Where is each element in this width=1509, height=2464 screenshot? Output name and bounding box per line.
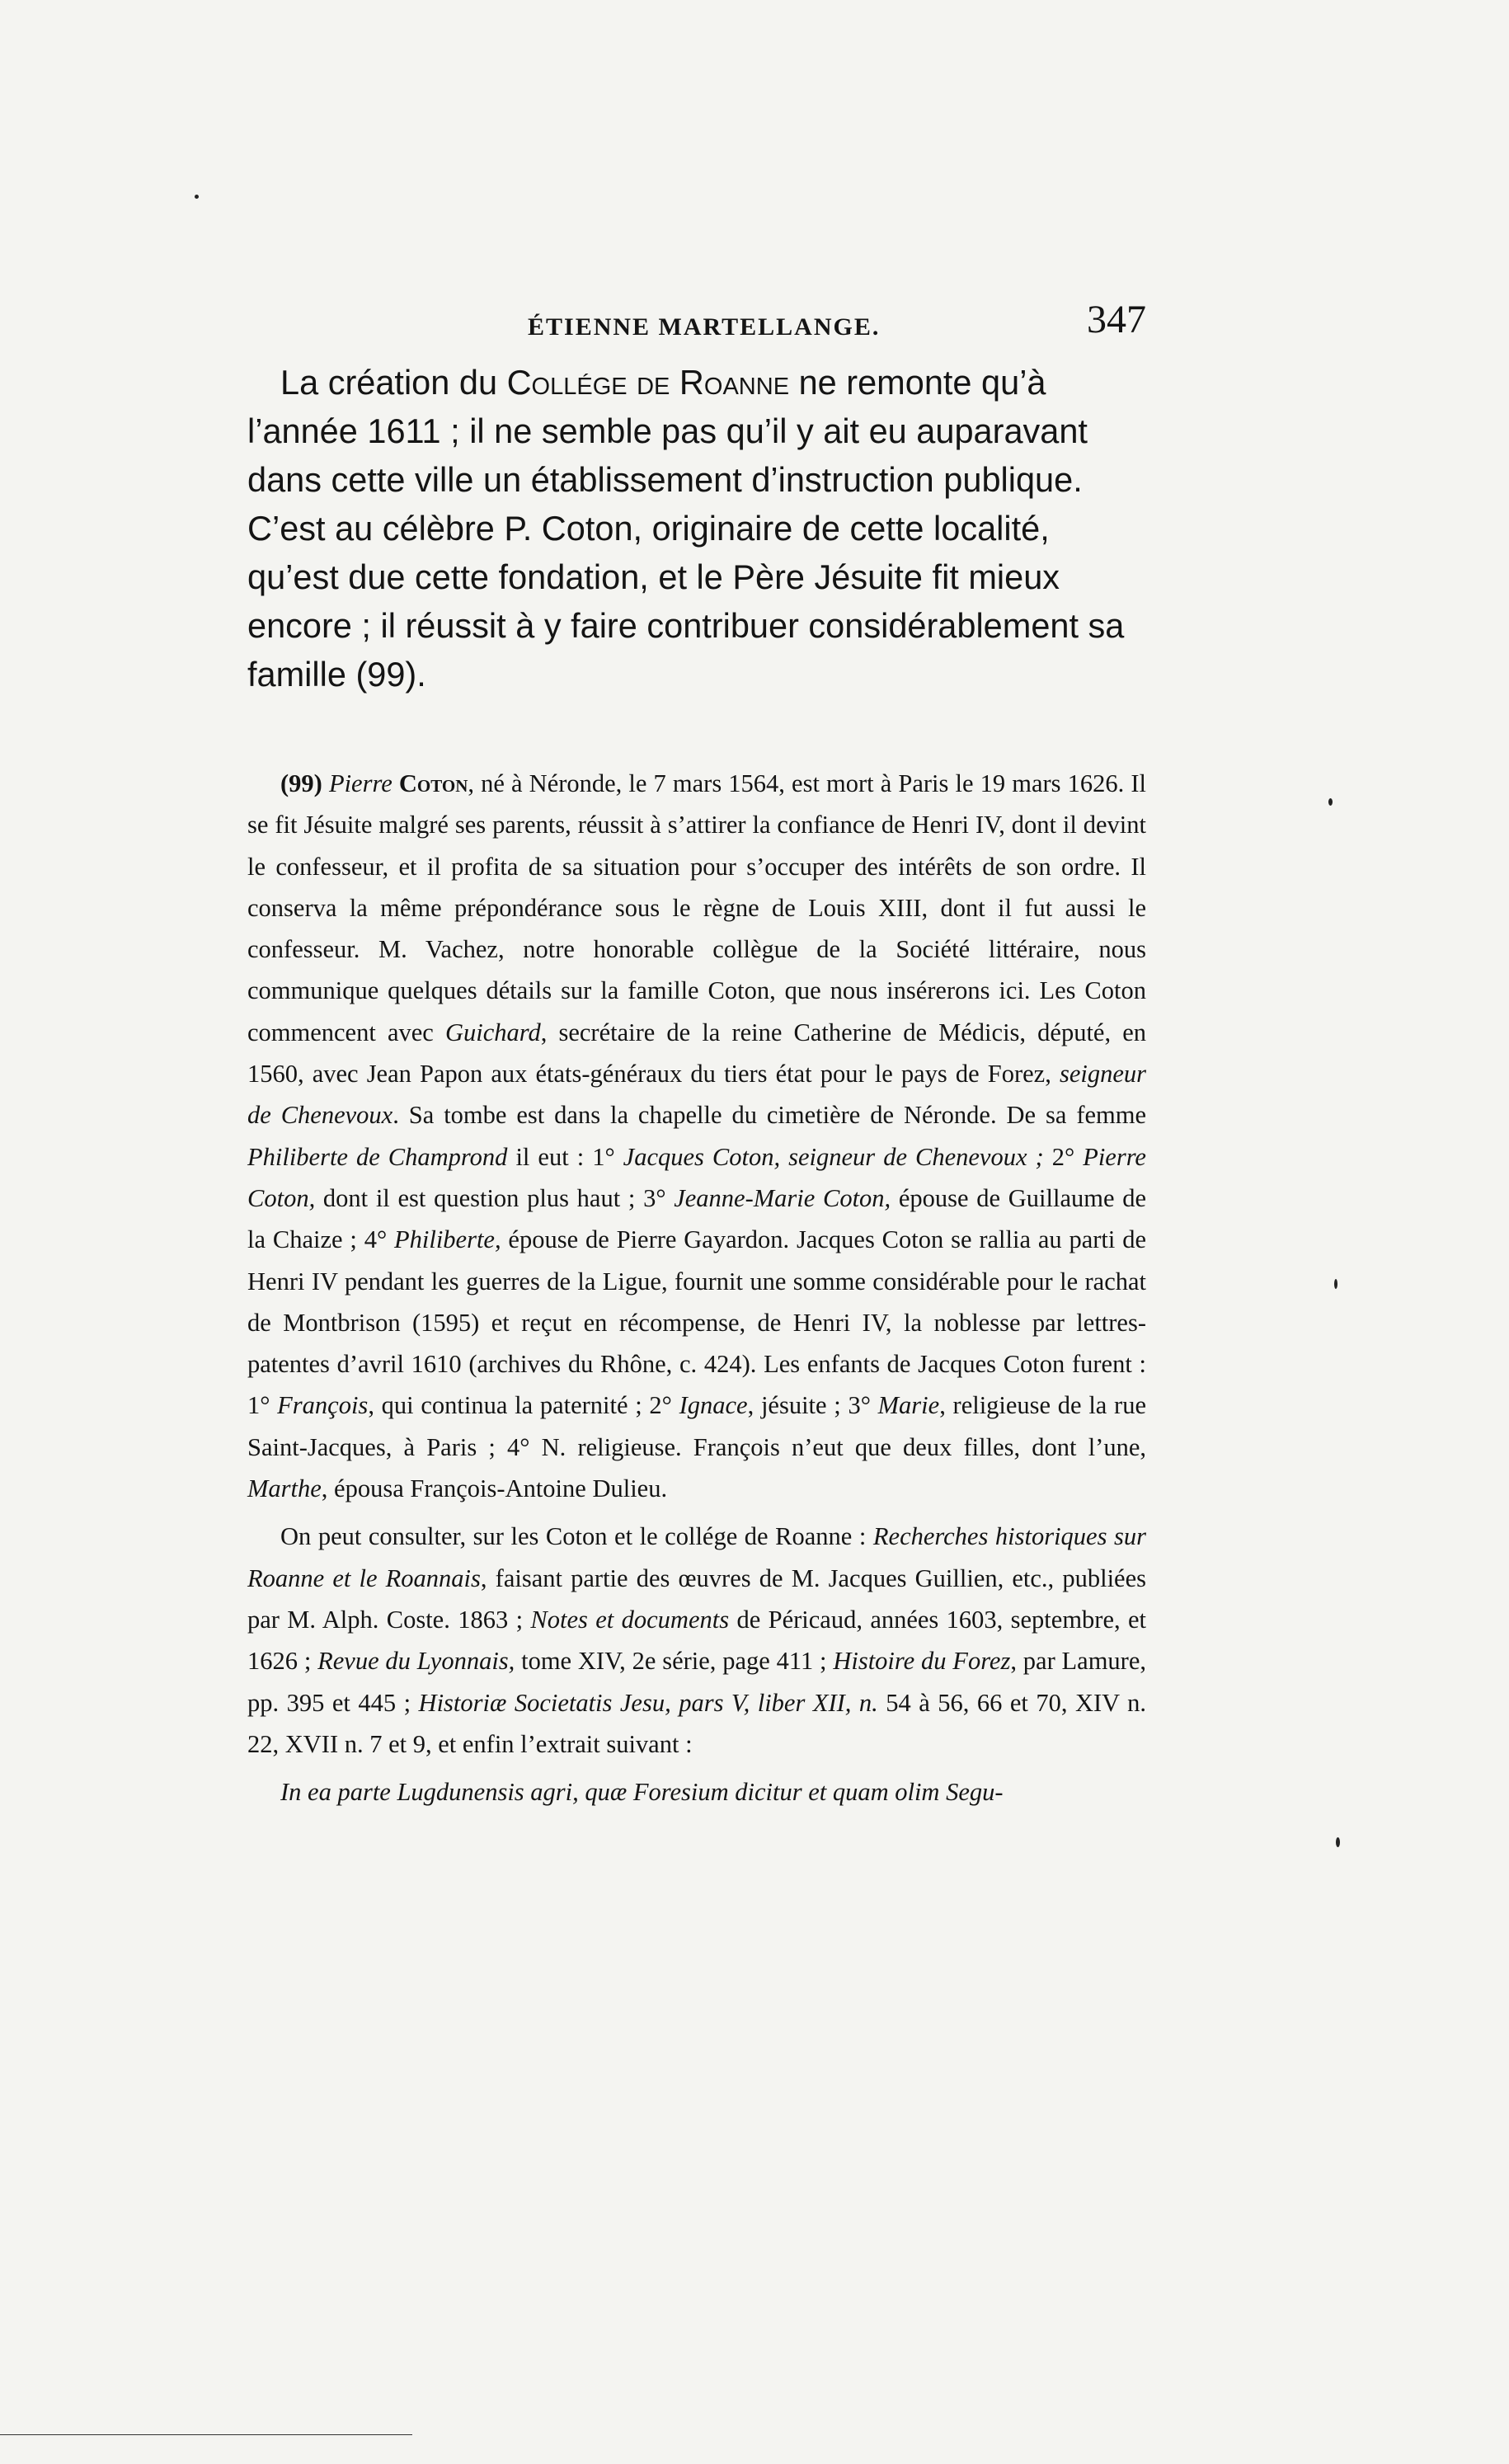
ink-speck: [1336, 1837, 1340, 1847]
italic-name: Marthe: [247, 1474, 322, 1503]
italic-title: seigneur de Chenevoux: [247, 1060, 1146, 1130]
running-head: ÉTIENNE MARTELLANGE.: [528, 313, 881, 341]
footnote-text: épouse de Guillaume de la Chaize ; 4°: [247, 1183, 1146, 1254]
italic-title: Recherches historiques sur Roanne et le Roannais: [247, 1522, 1146, 1592]
footnote-text: . Sa tombe est dans la chapelle du cimetière de Néronde. De sa femme: [393, 1101, 1147, 1130]
italic-name: Marie: [877, 1391, 940, 1420]
page-number: 347: [1087, 298, 1146, 341]
italic-name: Jeanne-Marie Coton,: [674, 1183, 891, 1212]
ink-speck: [1328, 798, 1333, 806]
italic-name: François: [277, 1391, 369, 1420]
italic-title: Notes et documents: [530, 1605, 730, 1634]
italic-name: Guichard: [444, 1018, 541, 1046]
footnote-text: , religieuse de la rue Saint-Jacques, à Paris ; 4° N. religieuse. François n’eut que deux filles, dont l’une,: [247, 1391, 1146, 1461]
main-paragraph: [247, 358, 1146, 698]
footnote-text: , secrétaire de la reine Catherine de Médicis, député, en 1560, avec Jean Papon aux états-généraux du tiers état pour le pays de Forez,: [247, 1018, 1146, 1089]
surname: Coton: [398, 769, 468, 797]
italic-name: Philiberte de Champrond: [247, 1142, 508, 1171]
latin-quote: [247, 1771, 1146, 1813]
footnote-paragraph: [247, 763, 1146, 1509]
footnote-text: tome XIV, 2e série, page 411 ;: [515, 1647, 834, 1676]
italic-name: Pierre: [328, 769, 393, 797]
footnote-text: , né à Néronde, le 7 mars 1564, est mort à Paris le 19 mars 1626. Il se fit Jésuite malgré ses parents, réussit à s’attirer la confiance de Henri IV, dont il devint le confesseur, et il profita de sa situation pour s’occuper des intérêts de son ordre. Il conserva la même prépondérance sous le règne de Louis XIII, dont il fut aussi le confesseur. M. Vachez, notre honorable collègue de la Société littéraire, nous communique quelques détails sur la famille Coton, que nous insérerons ici. Les Coton commencent avec: [247, 769, 1147, 1046]
italic-title: Histoire du Forez: [833, 1647, 1011, 1676]
body-text: ne remonte qu’à l’année 1611 ; il ne semble pas qu’il y ait eu auparavant dans cette ville un établissement d’instruction publique. C’est au célèbre P. Coton, originaire de cette localité, qu’est due cette fondation, et le Père Jésuite fit mieux encore ; il réussit à y faire contribuer considérablement sa famille (99).: [247, 363, 1125, 694]
footnote-paragraph-sources: [247, 1516, 1146, 1765]
body-text: La création du: [280, 363, 507, 402]
college-name: Collége de Roanne: [506, 363, 790, 402]
footnote-text: 2°: [1043, 1142, 1084, 1171]
footnote-text: dont il est question plus haut ; 3°: [315, 1183, 675, 1212]
footnote-99: [247, 763, 1146, 1813]
latin-text: In ea parte Lugdunensis agri, quæ Foresium dicitur et quam olim Segu-: [280, 1778, 1004, 1807]
footnote-text: épouse de Pierre Gayardon. Jacques Coton se rallia au parti de Henri IV pendant les guerres de la Ligue, fournit une somme considérable pour le rachat de Montbrison (1595) et reçut en récompense, de Henri IV, la noblesse par lettres-patentes d’avril 1610 (archives du Rhône, c. 424). Les enfants de Jacques Coton furent : 1°: [247, 1225, 1146, 1420]
page-header: [247, 297, 1146, 355]
ink-speck: [1334, 1279, 1337, 1289]
footnote-text: , par Lamure, pp. 395 et 445 ;: [247, 1647, 1146, 1717]
ink-speck: [195, 195, 199, 199]
italic-title: Historiæ Societatis Jesu, pars V, liber XII, n.: [418, 1688, 878, 1717]
italic-name: Ignace: [679, 1391, 748, 1420]
italic-name: Jacques Coton, seigneur de Chenevoux ;: [623, 1142, 1044, 1171]
italic-title: Revue du Lyonnais,: [317, 1647, 515, 1676]
body-paragraph: [247, 358, 1146, 698]
italic-name: Pierre Coton,: [247, 1142, 1146, 1212]
footnote-text: de Péricaud, années 1603, septembre, et 1626 ;: [247, 1605, 1146, 1676]
bottom-rule: [0, 2434, 412, 2435]
footnote-text: , épousa François-Antoine Dulieu.: [321, 1474, 668, 1503]
footnote-text: On peut consulter, sur les Coton et le collége de Roanne :: [280, 1522, 873, 1551]
footnote-marker: (99): [280, 769, 322, 797]
footnote-text: , faisant partie des œuvres de M. Jacques Guillien, etc., publiées par M. Alph. Coste. 1863 ;: [247, 1564, 1146, 1634]
footnote-text: il eut : 1°: [507, 1142, 623, 1171]
italic-name: Philiberte,: [393, 1225, 501, 1254]
footnote-text: 54 à 56, 66 et 70, XIV n. 22, XVII n. 7 et 9, et enfin l’extrait suivant :: [247, 1688, 1146, 1758]
footnote-text: , qui continua la paternité ; 2°: [368, 1391, 679, 1420]
footnote-text: , jésuite ; 3°: [747, 1391, 878, 1420]
